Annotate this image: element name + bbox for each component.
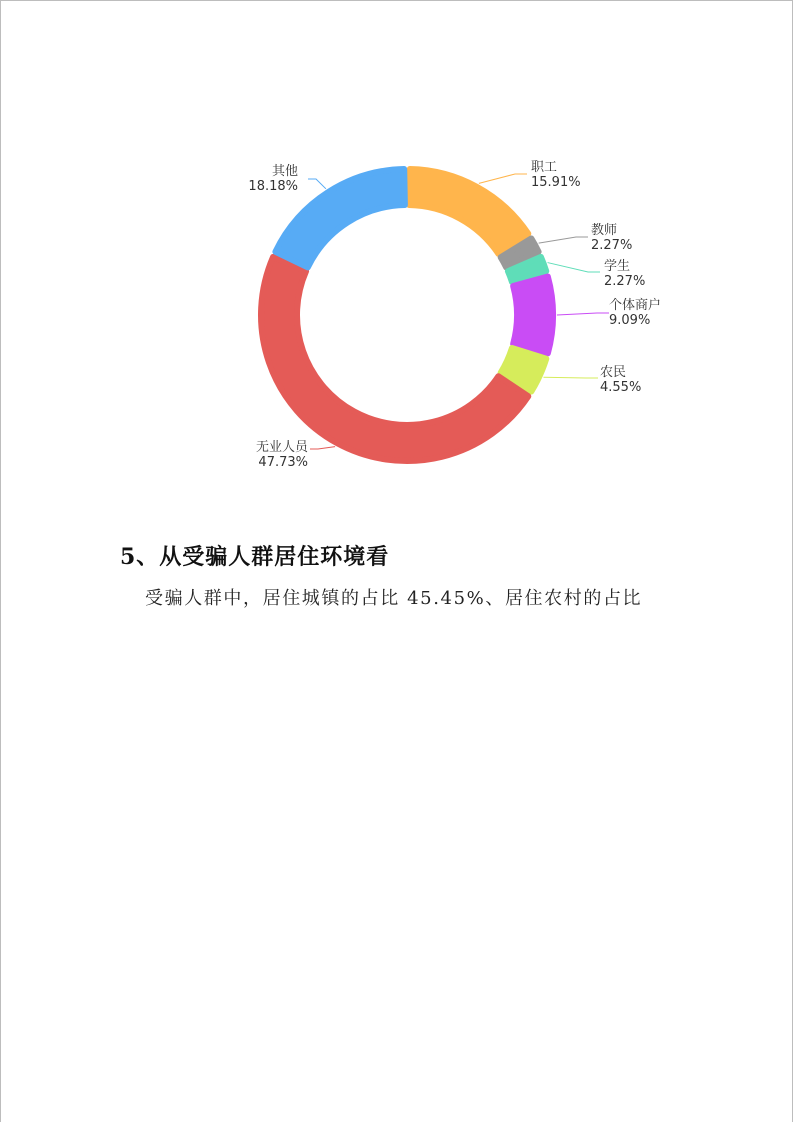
slice-label-3: 个体商户 xyxy=(609,298,662,313)
slice-value-label-4: 4.55% xyxy=(600,380,642,395)
body-paragraph: 受骗人群中，居住城镇的占比 45.45%、居住农村的占比 xyxy=(145,588,643,609)
section-heading: 5、从受骗人群居住环境看 xyxy=(120,544,390,570)
slice-value-label-1: 2.27% xyxy=(591,238,633,253)
slice-label-6: 其他 xyxy=(271,164,298,179)
leader-line-1 xyxy=(539,237,588,243)
leader-line-3 xyxy=(557,313,609,315)
slice-3 xyxy=(513,277,553,354)
donut-chart xyxy=(0,0,793,520)
leader-line-6 xyxy=(308,179,326,189)
slice-label-4: 农民 xyxy=(600,365,627,380)
leader-line-5 xyxy=(310,447,335,449)
slice-value-label-3: 9.09% xyxy=(609,313,651,328)
slice-value-label-0: 15.91% xyxy=(531,175,581,190)
slice-label-1: 教师 xyxy=(591,223,618,238)
leader-line-0 xyxy=(479,174,527,183)
leader-line-4 xyxy=(543,377,598,378)
slice-0 xyxy=(409,169,528,254)
slice-label-5: 无业人员 xyxy=(255,440,308,455)
slice-label-0: 职工 xyxy=(531,160,558,175)
slice-value-label-2: 2.27% xyxy=(604,274,646,289)
slice-value-label-6: 18.18% xyxy=(248,179,298,194)
slice-label-2: 学生 xyxy=(604,259,631,274)
leader-line-2 xyxy=(548,263,600,272)
slice-value-label-5: 47.73% xyxy=(258,455,308,470)
slice-5 xyxy=(261,257,528,461)
